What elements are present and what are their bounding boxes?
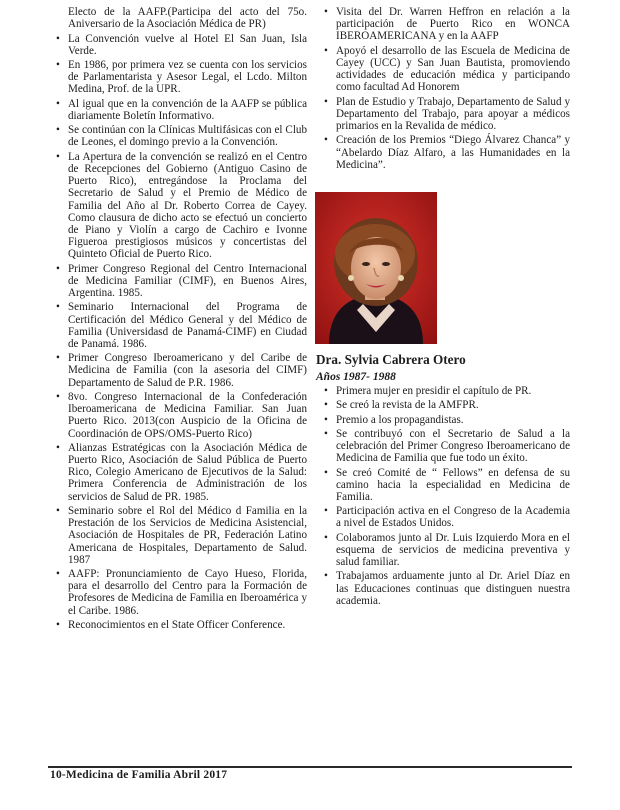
left-column — [52, 6, 307, 633]
list-item: • Primera mujer en presidir el capítulo de PR. — [320, 385, 570, 397]
profile-name: Dra. Sylvia Cabrera Otero — [316, 351, 466, 367]
list-item: • Primer Congreso Iberoamericano y del Caribe de Medicina de Familia (con la asesoria del CIMF) Departamento de Salud de P.R. 1986. — [52, 352, 307, 389]
list-item: • Se creó la revista de la AMFPR. — [320, 399, 570, 411]
list-item: • Colaboramos junto al Dr. Luis Izquierdo Mora en el esquema de servicios de medicina preventiva y salud familiar. — [320, 532, 570, 569]
list-item: • Se continúan con la Clínicas Multifásicas con el Club de Leones, el domingo previo a la Convención. — [52, 124, 307, 148]
list-item: • Premio a los propagandistas. — [320, 414, 570, 426]
list-item: • Visita del Dr. Warren Heffron en relación a la participación de Puerto Rico en WONCA IBEROAMERICANA y en la AAFP — [320, 6, 570, 43]
list-item: • Plan de Estudio y Trabajo, Departamento de Salud y Departamento del Trabajo, para apoyar a médicos primarios en la Revalida de médico. — [320, 96, 570, 133]
footer-divider — [48, 766, 572, 768]
list-item: • AAFP: Pronunciamiento de Cayo Hueso, Florida, para el desarrollo del Centro para la Formación de Profesores de Medicina de Familia en Iberoamérica y el Caribe. 1986. — [52, 568, 307, 617]
list-item: • Creación de los Premios “Diego Álvarez Chanca” y “Abelardo Díaz Alfaro, a las Humanidades en la Medicina”. — [320, 134, 570, 171]
page-footer: 10-Medicina de Familia Abril 2017 — [50, 769, 228, 781]
list-item: • Reconocimientos en el State Officer Conference. — [52, 619, 307, 631]
list-item: • Apoyó el desarrollo de las Escuela de Medicina de Cayey (UCC) y San Juan Bautista, promoviendo actividades de educación médica y participando como facultad Ad Honorem — [320, 45, 570, 94]
list-item: • Al igual que en la convención de la AAFP se pública diariamente Boletín Informativo. — [52, 98, 307, 122]
list-item: • Participación activa en el Congreso de la Academia a nivel de Estados Unidos. — [320, 505, 570, 529]
list-item: • Primer Congreso Regional del Centro Internacional de Medicina Familiar (CIMF), en Buenos Aires, Argentina. 1985. — [52, 263, 307, 300]
profile-years: Años 1987- 1988 — [316, 370, 396, 383]
right-column — [316, 6, 570, 609]
list-item: Electo de la AAFP.(Participa del acto del 75o. Aniversario de la Asociación Médica de PR) — [68, 6, 307, 31]
right-top-item-list — [320, 6, 570, 171]
list-item: • Trabajamos arduamente junto al Dr. Ariel Díaz en las Educaciones continuas que distinguen nuestra academia. — [320, 570, 570, 607]
list-item: • La Convención vuelve al Hotel El San Juan, Isla Verde. — [52, 33, 307, 57]
portrait-photo — [315, 192, 437, 344]
profile-item-list — [320, 385, 570, 607]
list-item: • Seminario Internacional del Programa de Certificación del Médico General y del Médico de Familia (Universidasd de Panamá-CIMF) en Ciudad de Panamá. 1986. — [52, 301, 307, 350]
list-item: • Seminario sobre el Rol del Médico d Familia en la Prestación de los Servicios de Medicina Asistencial, Asociación de Hospitales de PR, Federación Latino Americana de Hospitales, Departamento de Salud. 1987 — [52, 505, 307, 566]
list-item: • Se creó Comité de “ Fellows” en defensa de su camino hacia la especialidad en Medicina de Familia. — [320, 467, 570, 504]
list-item: • En 1986, por primera vez se cuenta con los servicios de Parlamentarista y Asesor Legal, el Lcdo. Milton Medina, Prof. de la UPR. — [52, 59, 307, 96]
left-item-list — [52, 6, 307, 631]
list-item: • Alianzas Estratégicas con la Asociación Médica de Puerto Rico, Asociación de Salud Pública de Puerto Rico, Colegio Americano de Ejecutivos de la Salud: Primera Conferencia de Administración de los servicios de Salud de PR. 1985. — [52, 442, 307, 503]
list-item: • Se contribuyó con el Secretario de Salud a la celebración del Primer Congreso Iberoamericano de Medicina de Familia que fue todo un éxito. — [320, 428, 570, 465]
list-item: • 8vo. Congreso Internacional de la Confederación Iberoamericana de Medicina Familiar. San Juan Puerto Rico. 2013(con Auspicio de la Oficina de Coordinación de OPS/OMS-Puerto Rico) — [52, 391, 307, 440]
list-item: • La Apertura de la convención se realizó en el Centro de Recepciones del Gobierno (Antiguo Casino de Puerto Rico), entregándose la Proclama del Secretario de Salud y el Premio de Médico de Familia del Año al Dr. Roberto Correa de Cayey. Como clausura de dicho acto se efectuó un concierto de Piano y Violín a cargo de Cachiro e Ivonne Figueroa prestigiosos músicos y concertistas del Quinteto Oficial de Puerto Rico. — [52, 151, 307, 261]
